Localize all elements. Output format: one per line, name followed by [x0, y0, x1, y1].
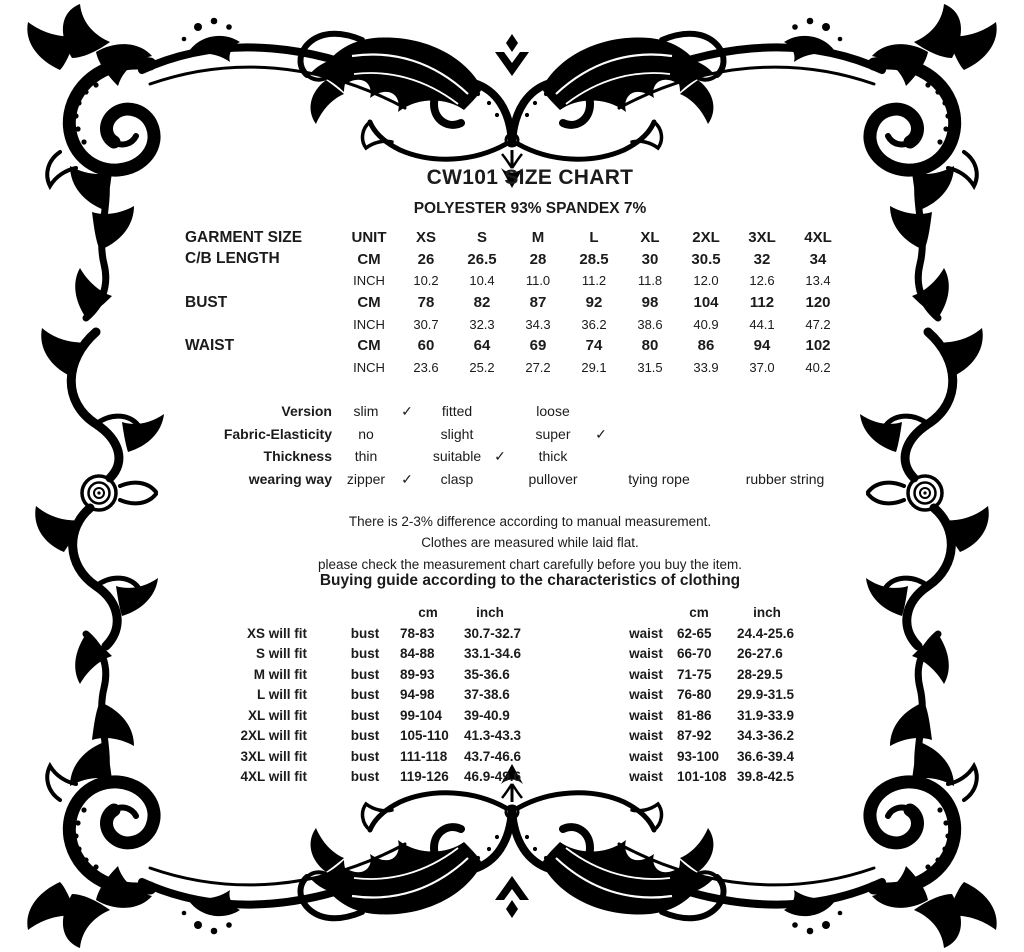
bust-cm-range: 105-110 [400, 728, 449, 743]
buying-guide-row [187, 665, 897, 686]
unit-label: CM [357, 294, 381, 312]
attribute-row [185, 445, 885, 468]
measurement-label: BUST [185, 293, 228, 311]
attribute-row [185, 400, 885, 423]
waist-inch-range: 28-29.5 [737, 666, 783, 682]
size-value: 104 [693, 294, 719, 312]
size-table-header-row [185, 227, 865, 249]
attribute-option: clasp [440, 470, 474, 487]
bust-cm-range: 111-118 [400, 748, 448, 764]
size-column-header: S [476, 229, 487, 247]
waist-cm-range: 66-70 [677, 646, 712, 661]
waist-label: waist [629, 707, 663, 723]
size-value: 31.5 [637, 359, 663, 375]
waist-cm-range: 87-92 [677, 728, 712, 743]
attribute-option: zipper [346, 470, 386, 487]
attribute-label: Thickness [263, 448, 332, 465]
size-column-header: 4XL [804, 229, 832, 247]
size-value: 26 [417, 250, 435, 268]
size-value: 11.2 [581, 273, 607, 289]
size-value: 23.6 [413, 359, 439, 375]
unit-label: CM [357, 337, 381, 355]
bust-label: bust [350, 728, 380, 743]
size-value: 38.6 [637, 316, 663, 332]
waist-inch-range: 29.9-31.5 [737, 687, 795, 702]
page-title: CW101 SIZE CHART [426, 166, 634, 189]
size-column-header: UNIT [351, 229, 387, 247]
bust-label: bust [350, 769, 380, 784]
size-column-header: 2XL [692, 229, 720, 247]
buying-guide-row [187, 706, 897, 727]
attribute-row [185, 423, 885, 446]
buying-guide-row [187, 747, 897, 768]
check-mark: ✓ [494, 448, 506, 465]
waist-inch-range: 24.4-25.6 [737, 625, 795, 641]
size-value: 10.4 [469, 273, 495, 289]
attribute-option: thin [354, 448, 378, 465]
attribute-option: fitted [441, 403, 473, 419]
waist-inch-range: 36.6-39.4 [737, 748, 795, 764]
size-column-header: 3XL [748, 229, 776, 247]
waist-cm-range: 62-65 [677, 625, 712, 641]
unit-label: INCH [353, 273, 385, 289]
note-line: There is 2-3% difference according to manual measurement. [348, 514, 712, 529]
size-value: 26.5 [467, 250, 497, 268]
waist-cm-range: 101-108 [677, 769, 727, 784]
size-table-row [185, 313, 865, 335]
left-vine-flourish [35, 328, 164, 646]
size-column-header: L [589, 229, 599, 247]
waist-inch-range: 39.8-42.5 [737, 769, 795, 784]
size-value: 11.0 [525, 273, 551, 289]
bust-cm-range: 119-126 [400, 769, 449, 784]
size-value: 40.9 [693, 316, 719, 332]
size-value: 12.0 [693, 273, 719, 289]
size-value: 60 [417, 337, 435, 355]
check-mark: ✓ [401, 403, 413, 419]
size-column-header: XL [640, 229, 660, 247]
size-value: 30.5 [691, 250, 721, 268]
size-table-row [185, 249, 865, 271]
bust-cm-range: 99-104 [400, 707, 443, 723]
attribute-row [185, 468, 885, 491]
buying-guide-heading: Buying guide according to the characteristics of clothing [319, 572, 741, 589]
size-value: 25.2 [469, 359, 495, 375]
size-column-header: XS [415, 229, 436, 247]
attribute-option: rubber string [745, 470, 825, 487]
size-value: 11.8 [637, 273, 663, 289]
guide-size-label: 2XL will fit [240, 728, 307, 743]
size-table-row [185, 335, 865, 357]
unit-label: CM [357, 250, 381, 268]
size-table [185, 227, 865, 378]
size-value: 27.2 [525, 359, 551, 375]
bust-label: bust [350, 666, 380, 682]
check-mark: ✓ [595, 425, 607, 442]
size-value: 112 [749, 294, 775, 312]
bust-inch-range: 33.1-34.6 [464, 646, 522, 661]
guide-size-label: 4XL will fit [240, 769, 307, 784]
bust-inch-range: 30.7-32.7 [464, 625, 522, 641]
buying-guide-header-row [187, 603, 897, 624]
waist-cm-range: 81-86 [677, 707, 712, 723]
guide-size-label: S will fit [255, 646, 307, 661]
size-value: 64 [473, 337, 491, 355]
size-value: 10.2 [413, 273, 439, 289]
buying-guide-row [187, 767, 897, 788]
size-column-header: M [531, 229, 545, 247]
size-value: 86 [697, 337, 715, 355]
bust-inch-range: 37-38.6 [464, 687, 510, 702]
waist-label: waist [629, 666, 663, 682]
waist-label: waist [629, 728, 663, 743]
buying-guide-row [187, 624, 897, 645]
bust-label: bust [350, 707, 380, 723]
size-value: 34.3 [525, 316, 551, 332]
waist-cm-range: 93-100 [677, 748, 720, 764]
size-table-row [185, 292, 865, 314]
bust-label: bust [350, 646, 380, 661]
size-value: 36.2 [581, 316, 607, 332]
size-value: 87 [529, 294, 547, 312]
buying-guide-row [187, 726, 897, 747]
bust-cm-header: cm [418, 605, 438, 620]
bust-inch-header: inch [476, 605, 504, 620]
guide-size-label: M will fit [253, 666, 307, 682]
size-table-row [185, 357, 865, 379]
size-value: 12.6 [749, 273, 775, 289]
size-value: 30 [641, 250, 659, 268]
guide-size-label: L will fit [257, 687, 307, 702]
size-value: 98 [641, 294, 659, 312]
size-value: 47.2 [805, 316, 831, 332]
bust-inch-range: 46.9-49.6 [464, 769, 522, 784]
size-value: 28 [529, 250, 547, 268]
waist-cm-range: 76-80 [677, 687, 712, 702]
bust-inch-range: 41.3-43.3 [464, 728, 522, 743]
size-column-header: GARMENT SIZE [185, 228, 303, 246]
attribute-option: super [535, 425, 571, 442]
waist-inch-header: inch [753, 605, 781, 620]
unit-label: INCH [353, 359, 385, 375]
measurement-label: C/B LENGTH [185, 250, 280, 268]
attribute-label: Fabric-Elasticity [223, 425, 332, 442]
size-value: 13.4 [805, 273, 831, 289]
attribute-option: tying rope [628, 470, 690, 487]
size-value: 30.7 [413, 316, 439, 332]
size-value: 34 [809, 250, 827, 268]
size-value: 78 [417, 294, 435, 312]
size-value: 37.0 [749, 359, 775, 375]
bust-inch-range: 43.7-46.6 [464, 748, 522, 764]
measurement-notes [167, 511, 893, 575]
bust-cm-range: 78-83 [400, 625, 435, 641]
note-line: Clothes are measured while laid flat. [421, 535, 639, 551]
waist-label: waist [629, 687, 663, 702]
bust-label: bust [350, 625, 380, 641]
waist-inch-range: 31.9-33.9 [737, 707, 795, 723]
guide-size-label: XL will fit [247, 707, 307, 723]
size-value: 44.1 [749, 316, 775, 332]
waist-cm-header: cm [689, 605, 709, 620]
size-value: 82 [473, 294, 491, 312]
size-value: 33.9 [693, 359, 719, 375]
waist-label: waist [629, 646, 663, 661]
size-value: 69 [529, 337, 547, 355]
garment-attributes-section [185, 400, 885, 492]
buying-guide-row [187, 685, 897, 706]
attribute-option: slim [353, 403, 379, 419]
top-center-flourish [300, 34, 723, 188]
size-value: 32.3 [469, 316, 495, 332]
unit-label: INCH [353, 316, 385, 332]
note-line: please check the measurement chart carefully before you buy the item. [318, 556, 742, 572]
attribute-option: no [358, 425, 374, 442]
buying-guide-row [187, 644, 897, 665]
waist-label: waist [629, 769, 663, 784]
size-table-row [185, 270, 865, 292]
attribute-option: thick [538, 448, 568, 465]
bust-cm-range: 84-88 [400, 646, 435, 661]
attribute-option: loose [536, 403, 570, 419]
guide-size-label: 3XL will fit [240, 748, 307, 764]
attribute-label: wearing way [248, 470, 332, 487]
check-mark: ✓ [401, 470, 413, 487]
size-value: 28.5 [579, 250, 609, 268]
bust-label: bust [350, 687, 380, 702]
waist-cm-range: 71-75 [677, 666, 712, 682]
size-value: 92 [585, 294, 603, 312]
waist-inch-range: 34.3-36.2 [737, 728, 795, 743]
waist-label: waist [629, 625, 663, 641]
attribute-label: Version [281, 403, 332, 419]
fabric-composition-subtitle: POLYESTER 93% SPANDEX 7% [413, 200, 647, 217]
bust-inch-range: 39-40.9 [464, 707, 510, 723]
bust-inch-range: 35-36.6 [464, 666, 510, 682]
buying-guide-table [187, 603, 897, 788]
size-value: 32 [753, 250, 771, 268]
attribute-option: slight [440, 425, 474, 442]
waist-label: waist [629, 748, 663, 764]
attribute-option: suitable [432, 448, 482, 465]
size-value: 40.2 [805, 359, 831, 375]
bust-cm-range: 94-98 [400, 687, 435, 702]
measurement-label: WAIST [185, 336, 235, 354]
size-value: 74 [585, 337, 603, 355]
bust-cm-range: 89-93 [400, 666, 435, 682]
bust-label: bust [350, 748, 380, 764]
size-value: 29.1 [581, 359, 607, 375]
attribute-option: pullover [528, 470, 578, 487]
guide-size-label: XS will fit [246, 625, 307, 641]
size-value: 120 [805, 294, 831, 312]
waist-inch-range: 26-27.6 [737, 646, 783, 661]
size-value: 94 [753, 337, 771, 355]
size-value: 102 [805, 337, 831, 355]
size-value: 80 [641, 337, 659, 355]
